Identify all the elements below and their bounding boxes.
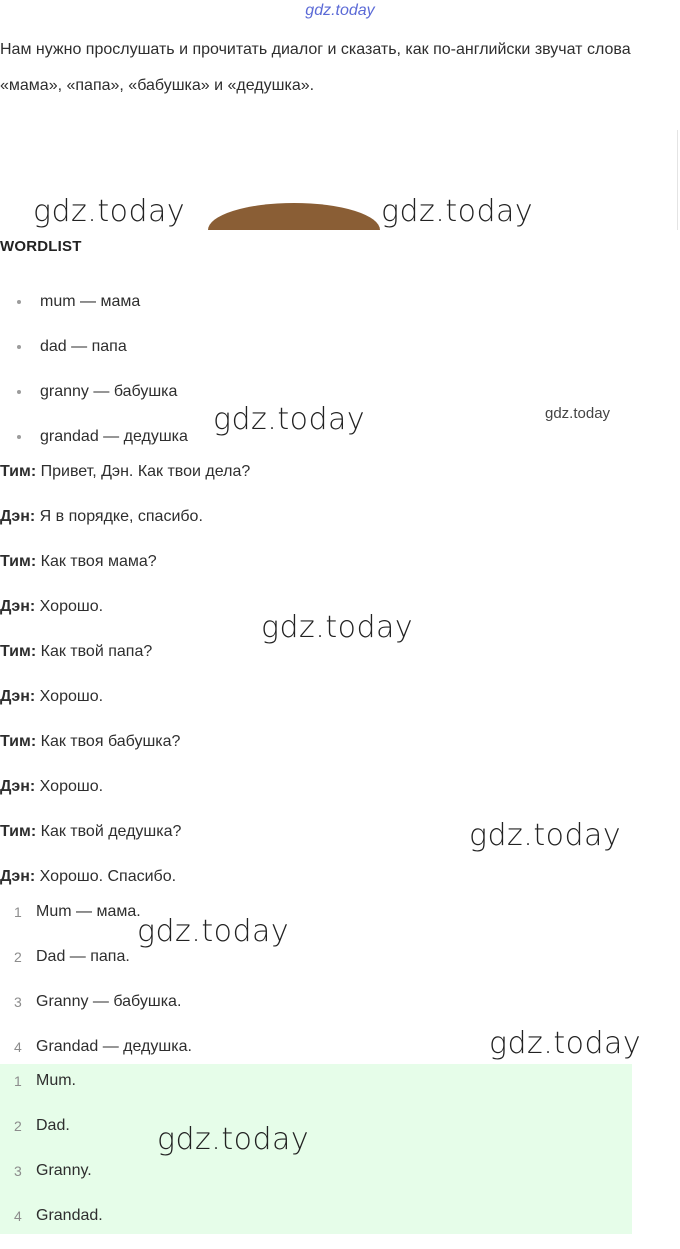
- wordlist: [14, 290, 188, 470]
- watermark: gdz.today: [261, 610, 414, 645]
- list-item: [0, 1069, 103, 1114]
- dialog-line: [0, 775, 250, 820]
- watermark: gdz.today: [381, 194, 534, 229]
- divider: [677, 130, 678, 230]
- utterance: Как твой папа?: [36, 643, 153, 660]
- dialog-line: [0, 460, 250, 505]
- utterance: Как твоя мама?: [36, 553, 157, 570]
- watermark: gdz.today: [545, 405, 611, 422]
- dialog-line: [0, 595, 250, 640]
- answer-list: [0, 1069, 103, 1249]
- word-entry: dad — папа: [40, 338, 127, 355]
- item-number: 3: [14, 1163, 22, 1179]
- list-item: [0, 990, 192, 1035]
- utterance: Хорошо.: [35, 598, 104, 615]
- utterance: Как твой дедушка?: [36, 823, 182, 840]
- item-text: Grandad.: [36, 1207, 103, 1224]
- utterance: Я в порядке, спасибо.: [35, 508, 203, 525]
- speaker: Дэн:: [0, 508, 36, 525]
- item-number: 4: [14, 1039, 22, 1055]
- bullet-icon: [17, 390, 21, 394]
- dialog-line: [0, 820, 250, 865]
- header-watermark: gdz.today: [305, 2, 375, 19]
- item-text: Dad — папа.: [36, 948, 130, 965]
- item-text: Mum.: [36, 1072, 76, 1089]
- list-item: [0, 1159, 103, 1204]
- speaker: Дэн:: [0, 688, 36, 705]
- speaker: Тим:: [0, 733, 37, 750]
- watermark: gdz.today: [469, 818, 622, 853]
- watermark: gdz.today: [489, 1026, 642, 1061]
- word-entry: grandad — дедушка: [40, 428, 188, 445]
- item-number: 2: [14, 1118, 22, 1134]
- utterance: Как твоя бабушка?: [36, 733, 181, 750]
- wordlist-title: WORDLIST: [0, 238, 82, 255]
- translation-list: [0, 900, 192, 1080]
- bullet-icon: [17, 435, 21, 439]
- item-text: Mum — мама.: [36, 903, 141, 920]
- item-text: Dad.: [36, 1117, 70, 1134]
- list-item: [14, 290, 188, 335]
- intro-paragraph: Нам нужно прослушать и прочитать диалог и сказать, как по-английски звучат слова «мама», «папа», «бабушка» и «дедушка».: [0, 41, 631, 94]
- item-text: Granny — бабушка.: [36, 993, 182, 1010]
- watermark: gdz.today: [137, 914, 290, 949]
- watermark: gdz.today: [213, 402, 366, 437]
- list-item: [0, 1114, 103, 1159]
- word-entry: granny — бабушка: [40, 383, 178, 400]
- list-item: [0, 945, 192, 990]
- speaker: Дэн:: [0, 598, 36, 615]
- speaker: Дэн:: [0, 778, 36, 795]
- watermark: gdz.today: [157, 1122, 310, 1157]
- dialog-line: [0, 730, 250, 775]
- item-number: 1: [14, 1073, 22, 1089]
- utterance: Привет, Дэн. Как твои дела?: [36, 463, 251, 480]
- speaker: Тим:: [0, 463, 37, 480]
- speaker: Тим:: [0, 643, 37, 660]
- item-text: Granny.: [36, 1162, 92, 1179]
- dialog-line: [0, 505, 250, 550]
- speaker: Дэн:: [0, 868, 36, 885]
- list-item: [0, 1204, 103, 1249]
- item-number: 2: [14, 949, 22, 965]
- dialog-line: [0, 685, 250, 730]
- bullet-icon: [17, 345, 21, 349]
- dialog-line: [0, 640, 250, 685]
- utterance: Хорошо.: [35, 688, 104, 705]
- bullet-icon: [17, 300, 21, 304]
- speaker: Тим:: [0, 553, 37, 570]
- dialog: [0, 460, 250, 910]
- utterance: Хорошо. Спасибо.: [35, 868, 177, 885]
- list-item: [0, 900, 192, 945]
- dialog-line: [0, 550, 250, 595]
- image-fragment: [208, 203, 380, 230]
- utterance: Хорошо.: [35, 778, 104, 795]
- speaker: Тим:: [0, 823, 37, 840]
- list-item: [14, 335, 188, 380]
- word-entry: mum — мама: [40, 293, 141, 310]
- item-number: 3: [14, 994, 22, 1010]
- list-item: [14, 380, 188, 425]
- item-text: Grandad — дедушка.: [36, 1038, 192, 1055]
- item-number: 1: [14, 904, 22, 920]
- item-number: 4: [14, 1208, 22, 1224]
- watermark: gdz.today: [33, 194, 186, 229]
